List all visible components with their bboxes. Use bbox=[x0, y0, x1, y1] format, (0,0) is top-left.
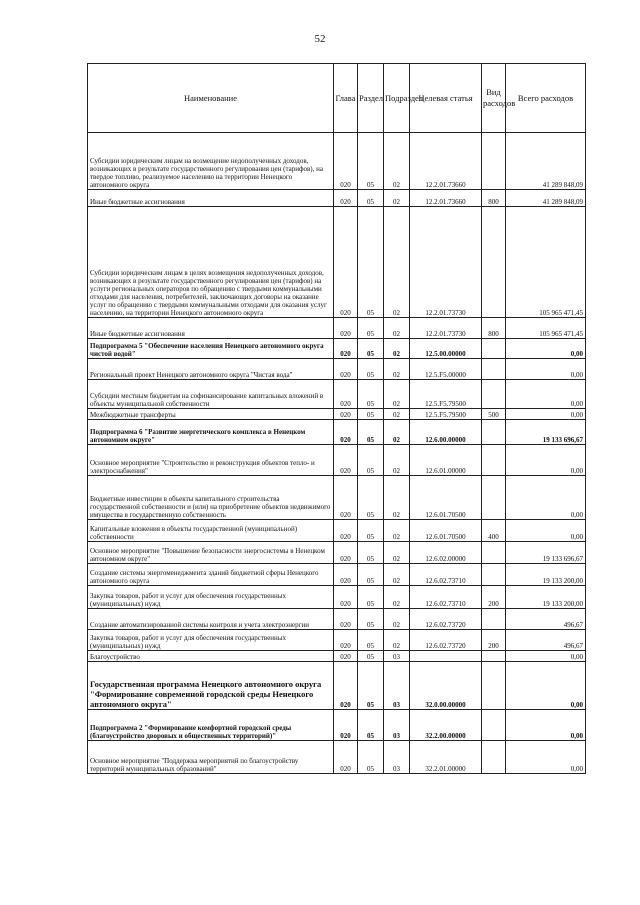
row-article: 12.6.02.73710 bbox=[410, 586, 482, 609]
row-expense-type bbox=[482, 542, 506, 564]
header-total: Всего расходов bbox=[506, 64, 586, 133]
table-row bbox=[88, 207, 586, 318]
row-section: 05 bbox=[358, 520, 384, 542]
row-expense-type bbox=[482, 339, 506, 359]
row-article: 12.6.01.70500 bbox=[410, 476, 482, 520]
row-section: 05 bbox=[358, 476, 384, 520]
row-expense-type bbox=[482, 741, 506, 774]
row-total: 105 965 471,45 bbox=[506, 318, 586, 339]
row-section: 05 bbox=[358, 207, 384, 318]
table-row bbox=[88, 420, 586, 445]
row-total: 19 133 200,00 bbox=[506, 586, 586, 609]
row-article: 12.6.02.73720 bbox=[410, 609, 482, 630]
row-article: 12.2.01.73730 bbox=[410, 207, 482, 318]
row-subsection: 02 bbox=[384, 586, 410, 609]
row-article: 12.6.01.00000 bbox=[410, 445, 482, 476]
row-section: 05 bbox=[358, 651, 384, 662]
row-total: 0,00 bbox=[506, 476, 586, 520]
row-name: Подпрограмма 2 "Формирование комфортной городской среды (благоустройство дворовых и общественных территорий)" bbox=[88, 710, 334, 741]
row-name: Подпрограмма 6 "Развитие энергетического комплекса в Ненецком автономном округе" bbox=[88, 420, 334, 445]
row-section: 05 bbox=[358, 318, 384, 339]
header-article: Целевая статья bbox=[410, 64, 482, 133]
table-row bbox=[88, 564, 586, 586]
row-total: 0,00 bbox=[506, 339, 586, 359]
table-row bbox=[88, 133, 586, 190]
row-section: 05 bbox=[358, 741, 384, 774]
row-total: 0,00 bbox=[506, 359, 586, 380]
row-article: 12.6.02.00000 bbox=[410, 542, 482, 564]
row-chapter: 020 bbox=[334, 445, 358, 476]
table-row bbox=[88, 359, 586, 380]
row-expense-type: 200 bbox=[482, 630, 506, 651]
row-section: 05 bbox=[358, 190, 384, 207]
row-name: Субсидии юридическим лицам на возмещение недополученных доходов, возникающих в результате государственного регулирования цен (тарифов), на твердое топливо, реализуемое населению на территории Ненецкого автономного округа bbox=[88, 133, 334, 190]
row-subsection: 03 bbox=[384, 651, 410, 662]
row-expense-type: 200 bbox=[482, 586, 506, 609]
row-total: 0,00 bbox=[506, 380, 586, 409]
row-subsection: 02 bbox=[384, 133, 410, 190]
row-subsection: 02 bbox=[384, 339, 410, 359]
row-total: 0,00 bbox=[506, 662, 586, 710]
row-total: 105 965 471,45 bbox=[506, 207, 586, 318]
row-article: 12.5.F5.79500 bbox=[410, 380, 482, 409]
row-expense-type bbox=[482, 380, 506, 409]
row-article: 32.2.01.00000 bbox=[410, 741, 482, 774]
row-chapter: 020 bbox=[334, 651, 358, 662]
table-row bbox=[88, 476, 586, 520]
row-section: 05 bbox=[358, 630, 384, 651]
row-expense-type bbox=[482, 420, 506, 445]
row-total: 19 133 696,67 bbox=[506, 542, 586, 564]
row-expense-type: 800 bbox=[482, 318, 506, 339]
table-row bbox=[88, 609, 586, 630]
row-name: Региональный проект Ненецкого автономного округа "Чистая вода" bbox=[88, 359, 334, 380]
table-row bbox=[88, 710, 586, 741]
row-total: 496,67 bbox=[506, 609, 586, 630]
row-article: 32.2.00.00000 bbox=[410, 710, 482, 741]
row-subsection: 02 bbox=[384, 630, 410, 651]
row-subsection: 02 bbox=[384, 542, 410, 564]
table-row bbox=[88, 542, 586, 564]
row-subsection: 02 bbox=[384, 420, 410, 445]
row-name: Основное мероприятие "Повышение безопасности энергосистемы в Ненецком автономном округе" bbox=[88, 542, 334, 564]
row-name: Капитальные вложения в объекты государственной (муниципальной) собственности bbox=[88, 520, 334, 542]
table-row bbox=[88, 190, 586, 207]
row-expense-type bbox=[482, 133, 506, 190]
row-chapter: 020 bbox=[334, 609, 358, 630]
row-section: 05 bbox=[358, 586, 384, 609]
row-expense-type bbox=[482, 710, 506, 741]
row-section: 05 bbox=[358, 542, 384, 564]
row-chapter: 020 bbox=[334, 380, 358, 409]
table-row bbox=[88, 586, 586, 609]
row-section: 05 bbox=[358, 359, 384, 380]
row-section: 05 bbox=[358, 445, 384, 476]
row-name: Создание автоматизированной системы контроля и учета электроэнергии bbox=[88, 609, 334, 630]
row-total: 0,00 bbox=[506, 741, 586, 774]
row-subsection: 03 bbox=[384, 710, 410, 741]
row-subsection: 03 bbox=[384, 741, 410, 774]
row-chapter: 020 bbox=[334, 564, 358, 586]
table-row bbox=[88, 339, 586, 359]
row-article: 12.6.01.70500 bbox=[410, 520, 482, 542]
budget-table bbox=[87, 63, 586, 774]
row-subsection: 02 bbox=[384, 609, 410, 630]
row-expense-type bbox=[482, 476, 506, 520]
row-chapter: 020 bbox=[334, 190, 358, 207]
row-total: 19 133 200,00 bbox=[506, 564, 586, 586]
row-subsection: 02 bbox=[384, 476, 410, 520]
row-chapter: 020 bbox=[334, 662, 358, 710]
row-name: Основное мероприятие "Строительство и реконструкция объектов тепло- и электроснабжения" bbox=[88, 445, 334, 476]
row-article: 32.0.00.00000 bbox=[410, 662, 482, 710]
header-section: Раздел bbox=[358, 64, 384, 133]
row-section: 05 bbox=[358, 710, 384, 741]
row-total: 0,00 bbox=[506, 409, 586, 420]
row-chapter: 020 bbox=[334, 630, 358, 651]
row-section: 05 bbox=[358, 564, 384, 586]
row-article: 12.5.00.00000 bbox=[410, 339, 482, 359]
row-section: 05 bbox=[358, 420, 384, 445]
row-name: Субсидии юридическим лицам в целях возмещения недополученных доходов, возникающих в результате государственного регулирования цен (тарифов) на услуги региональных операторов по обращению с твердыми коммунальными отходами для населения, потребителей, заключающих договоры на оказание услуг по обращению с твердыми коммунальными отходами для оказания услуг населению, на территории Ненецкого автономного округа bbox=[88, 207, 334, 318]
row-expense-type bbox=[482, 564, 506, 586]
row-chapter: 020 bbox=[334, 359, 358, 380]
row-total: 0,00 bbox=[506, 520, 586, 542]
row-subsection: 02 bbox=[384, 190, 410, 207]
row-subsection: 02 bbox=[384, 318, 410, 339]
row-expense-type: 800 bbox=[482, 190, 506, 207]
row-total: 19 133 696,67 bbox=[506, 420, 586, 445]
row-section: 05 bbox=[358, 380, 384, 409]
table-row bbox=[88, 445, 586, 476]
row-chapter: 020 bbox=[334, 318, 358, 339]
row-section: 05 bbox=[358, 339, 384, 359]
row-expense-type: 400 bbox=[482, 520, 506, 542]
row-chapter: 020 bbox=[334, 586, 358, 609]
row-section: 05 bbox=[358, 133, 384, 190]
row-name: Закупка товаров, работ и услуг для обеспечения государственных (муниципальных) нужд bbox=[88, 586, 334, 609]
header-chapter: Глава bbox=[334, 64, 358, 133]
table-row bbox=[88, 520, 586, 542]
row-article: 12.6.02.73710 bbox=[410, 564, 482, 586]
row-section: 05 bbox=[358, 609, 384, 630]
row-subsection: 02 bbox=[384, 409, 410, 420]
row-expense-type bbox=[482, 445, 506, 476]
row-expense-type: 500 bbox=[482, 409, 506, 420]
table-row bbox=[88, 651, 586, 662]
row-chapter: 020 bbox=[334, 409, 358, 420]
row-name: Межбюджетные трансферты bbox=[88, 409, 334, 420]
row-expense-type bbox=[482, 359, 506, 380]
row-subsection: 02 bbox=[384, 207, 410, 318]
row-chapter: 020 bbox=[334, 520, 358, 542]
row-name: Иные бюджетные ассигнования bbox=[88, 190, 334, 207]
row-article: 12.2.01.73730 bbox=[410, 318, 482, 339]
row-name: Бюджетные инвестиции в объекты капитального строительства государственной собственности и (или) на приобретение объектов недвижимого имущества в государственную собственность bbox=[88, 476, 334, 520]
table-row bbox=[88, 380, 586, 409]
row-article: 12.2.01.73660 bbox=[410, 190, 482, 207]
table-row bbox=[88, 741, 586, 774]
row-subsection: 02 bbox=[384, 359, 410, 380]
row-article: 12.5.F5.79500 bbox=[410, 409, 482, 420]
row-expense-type bbox=[482, 651, 506, 662]
header-subsection: Подраздел bbox=[384, 64, 410, 133]
row-subsection: 02 bbox=[384, 564, 410, 586]
row-name: Создание системы энергоменеджмента зданий бюджетной сферы Ненецкого автономного округа bbox=[88, 564, 334, 586]
row-chapter: 020 bbox=[334, 741, 358, 774]
table-row bbox=[88, 318, 586, 339]
row-chapter: 020 bbox=[334, 542, 358, 564]
row-total: 0,00 bbox=[506, 710, 586, 741]
row-article: 12.2.01.73660 bbox=[410, 133, 482, 190]
row-total: 41 289 848,09 bbox=[506, 133, 586, 190]
page-number: 52 bbox=[314, 33, 326, 45]
row-total: 0,00 bbox=[506, 445, 586, 476]
row-total: 0,00 bbox=[506, 651, 586, 662]
row-chapter: 020 bbox=[334, 133, 358, 190]
table-header-row bbox=[88, 64, 586, 133]
row-expense-type bbox=[482, 207, 506, 318]
row-subsection: 02 bbox=[384, 380, 410, 409]
row-chapter: 020 bbox=[334, 476, 358, 520]
header-expense-type: Вид расходов bbox=[482, 64, 506, 133]
row-total: 496,67 bbox=[506, 630, 586, 651]
row-section: 05 bbox=[358, 409, 384, 420]
row-article bbox=[410, 651, 482, 662]
row-article: 12.5.F5.00000 bbox=[410, 359, 482, 380]
row-article: 12.6.02.73720 bbox=[410, 630, 482, 651]
row-chapter: 020 bbox=[334, 339, 358, 359]
table-row bbox=[88, 409, 586, 420]
row-name: Государственная программа Ненецкого автономного округа "Формирование современной городской среды Ненецкого автономного округа" bbox=[88, 662, 334, 710]
row-total: 41 289 848,09 bbox=[506, 190, 586, 207]
row-chapter: 020 bbox=[334, 207, 358, 318]
row-expense-type bbox=[482, 609, 506, 630]
row-name: Субсидии местным бюджетам на софинансирование капитальных вложений в объекты муниципальной собственности bbox=[88, 380, 334, 409]
row-name: Основное мероприятие "Поддержка мероприятий по благоустройству территорий муниципальных образований" bbox=[88, 741, 334, 774]
row-subsection: 02 bbox=[384, 520, 410, 542]
table-row bbox=[88, 630, 586, 651]
table-row bbox=[88, 662, 586, 710]
row-name: Подпрограмма 5 "Обеспечение населения Ненецкого автономного округа чистой водой" bbox=[88, 339, 334, 359]
row-name: Благоустройство bbox=[88, 651, 334, 662]
row-chapter: 020 bbox=[334, 710, 358, 741]
row-subsection: 02 bbox=[384, 445, 410, 476]
row-section: 05 bbox=[358, 662, 384, 710]
row-subsection: 03 bbox=[384, 662, 410, 710]
row-name: Закупка товаров, работ и услуг для обеспечения государственных (муниципальных) нужд bbox=[88, 630, 334, 651]
row-expense-type bbox=[482, 662, 506, 710]
header-name: Наименование bbox=[88, 64, 334, 133]
row-chapter: 020 bbox=[334, 420, 358, 445]
row-name: Иные бюджетные ассигнования bbox=[88, 318, 334, 339]
row-article: 12.6.00.00000 bbox=[410, 420, 482, 445]
